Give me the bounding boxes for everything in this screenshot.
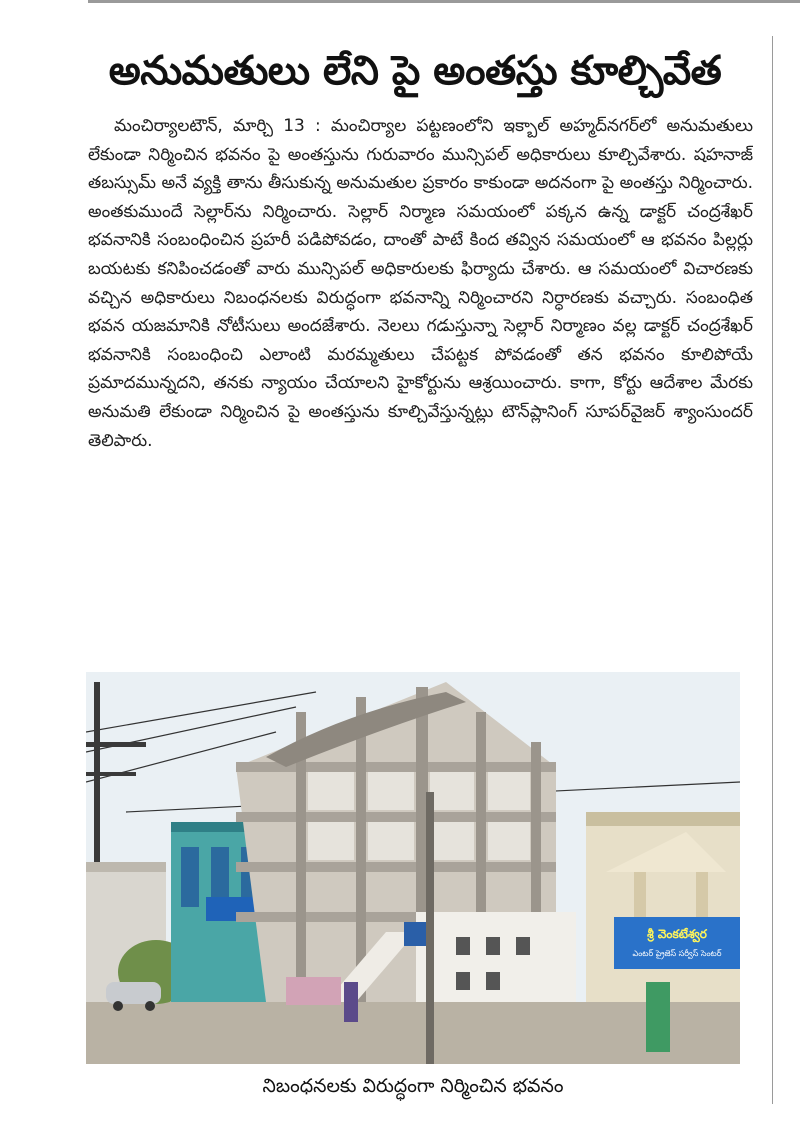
utility-pole-center — [426, 792, 434, 1064]
column-rule — [772, 36, 773, 1104]
shop-sign-right-subtitle: ఎంటర్ ప్రైజెస్ సర్వీస్ సెంటర్ — [632, 949, 722, 958]
top-rule — [88, 0, 800, 3]
banner-left — [286, 977, 341, 1005]
shop-sign-right-title: శ్రీ వెంకటేశ్వర — [647, 927, 707, 941]
ground — [86, 1002, 740, 1064]
article-body — [88, 112, 753, 660]
photo-caption: నిబంధనలకు విరుద్ధంగా నిర్మించిన భవనం — [262, 1075, 564, 1097]
building-photo-illustration — [86, 672, 740, 1064]
article-body-text: మంచిర్యాలటౌన్, మార్చి 13 : మంచిర్యాల పట్టణంలోని ఇక్బాల్ అహ్మద్‌నగర్‌లో అనుమతులు లేకుండా నిర్మించిన భవనం పై అంతస్తును గురువారం మున్సిపల్ అధికారులు కూల్చివేశారు. షహనాజ్ తబస్సుమ్ అనే వ్యక్తి తాను తీసుకున్న అనుమతుల ప్రకారం కాకుండా అదనంగా పై అంతస్తు నిర్మించారు. అంతకుముందే సెల్లార్‌ను నిర్మించారు. సెల్లార్ నిర్మాణ సమయంలో పక్కన ఉన్న డాక్టర్ చంద్రశేఖర్ భవనానికి సంబంధించిన ప్రహరీ పడిపోవడం, దాంతో పాటే కింద తవ్విన సమయంలో ఆ భవనం పిల్లర్లు బయటకు కనిపించడంతో వారు మున్సిపల్ అధికారులకు ఫిర్యాదు చేశారు. ఆ సమయంలో విచారణకు వచ్చిన అధికారులు నిబంధనలకు విరుద్ధంగా భవనాన్ని నిర్మించారని నిర్ధారణకు వచ్చారు. సంబంధిత భవన యజమానికి నోటీసులు అందజేశారు. నెలలు గడుస్తున్నా సెల్లార్ నిర్మాణం వల్ల డాక్టర్ చంద్రశేఖర్ భవనానికి సంబంధించి ఎలాంటి మరమ్మతులు చేపట్టక పోవడంతో తన భవనం కూలిపోయే ప్రమాదమున్నదని, తనకు న్యాయం చేయాలని హైకోర్టును ఆశ్రయించారు. కాగా, కోర్టు ఆదేశాల మేరకు అనుమతి లేకుండా నిర్మించిన పై అంతస్తును కూల్చివేస్తున్నట్లు టౌన్‌ప్లానింగ్ సూపర్‌వైజర్ శ్యాంసుందర్ తెలిపారు. — [88, 116, 753, 451]
parked-car — [106, 982, 161, 1004]
right-old-building — [586, 812, 740, 1002]
shop-sign-right — [614, 917, 740, 969]
news-photo — [86, 672, 740, 1064]
article-headline: అనుమతులు లేని పై అంతస్తు కూల్చివేత — [108, 48, 722, 94]
